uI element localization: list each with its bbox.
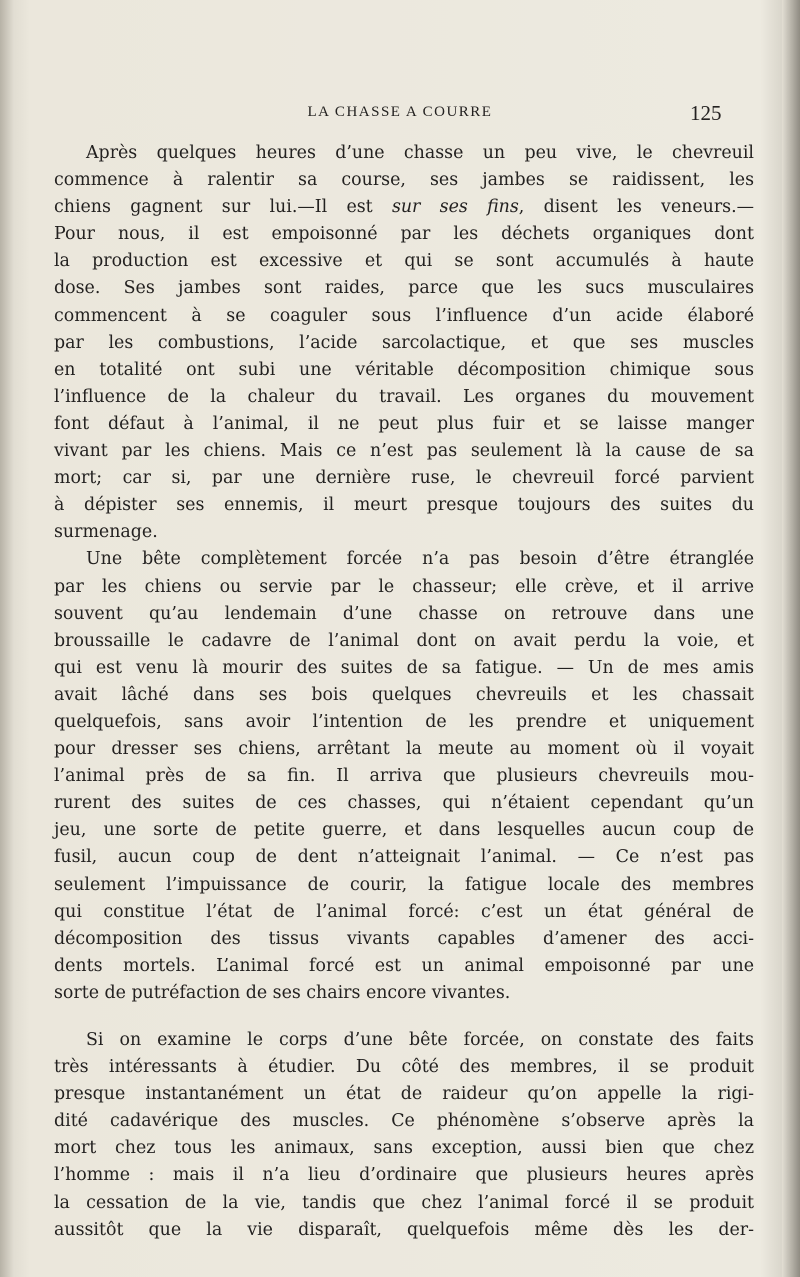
page-left-shadow — [0, 0, 14, 1277]
text-line: l’influence de la chaleur du travail. Les organes du mouvement — [54, 386, 754, 407]
text-line: Pour nous, il est empoisonné par les déchets organiques dont — [54, 224, 754, 245]
text-line: jeu, une sorte de petite guerre, et dans lesquelles aucun coup de — [54, 820, 754, 841]
paragraph-2 — [54, 546, 754, 1007]
paragraph-1 — [54, 140, 754, 546]
text-line: mort chez tous les animaux, sans exception, aussi bien que chez — [54, 1138, 754, 1159]
text-line: par les combustions, l’acide sarcolactique, et que ses muscles — [54, 332, 754, 353]
text-line: la production est excessive et qui se sont accumulés à haute — [54, 251, 754, 272]
text-line: mort; car si, par une dernière ruse, le chevreuil forcé parvient — [54, 468, 754, 489]
text-line — [54, 194, 754, 221]
text-line: dose. Ses jambes sont raides, parce que les sucs musculaires — [54, 278, 754, 299]
text-line: pour dresser ses chiens, arrêtant la meute au moment où il voyait — [54, 739, 754, 760]
text-line: dents mortels. L’animal forcé est un animal empoisonné par une — [54, 955, 754, 976]
text-line: surmenage. — [54, 522, 158, 543]
text-run: , disent les veneurs.— — [518, 197, 754, 218]
text-line: fusil, aucun coup de dent n’atteignait l’animal. — Ce n’est pas — [54, 847, 754, 868]
text-line: qui est venu là mourir des suites de sa fatigue. — Un de mes amis — [54, 657, 754, 678]
text-line: par les chiens ou servie par le chasseur; elle crève, et il arrive — [54, 576, 754, 597]
page-header — [0, 101, 800, 130]
text-line: Si on examine le corps d’une bête forcée, on constate des faits — [86, 1030, 754, 1050]
text-line: commence à ralentir sa course, ses jambes se raidissent, les — [54, 170, 754, 191]
text-line: presque instantanément un état de raideur qu’on appelle la rigi- — [54, 1084, 754, 1105]
text-line: seulement l’impuissance de courir, la fatigue locale des membres — [54, 874, 754, 895]
text-line: sorte de putréfaction de ses chairs encore vivantes. — [54, 982, 511, 1003]
text-line: broussaille le cadavre de l’animal dont on avait perdu la voie, et — [54, 630, 754, 651]
text-line: rurent des suites de ces chasses, qui n’étaient cependant qu’un — [54, 793, 754, 814]
text-line: décomposition des tissus vivants capables d’amener des acci- — [54, 928, 754, 949]
text-line: aussitôt que la vie disparaît, quelquefois même dès les der- — [54, 1219, 754, 1240]
text-line: font défaut à l’animal, il ne peut plus fuir et se laisse manger — [54, 413, 754, 434]
text-line: l’animal près de sa fin. Il arriva que plusieurs chevreuils mou- — [54, 766, 754, 787]
text-line: commencent à se coaguler sous l’influence d’un acide élaboré — [54, 305, 754, 326]
body-text — [54, 140, 754, 1244]
text-line: Après quelques heures d’une chasse un peu vive, le chevreuil — [86, 143, 754, 163]
text-line: quelquefois, sans avoir l’intention de les prendre et uniquement — [54, 711, 754, 732]
page-right-shadow — [782, 0, 800, 1277]
text-line: l’homme : mais il n’a lieu d’ordinaire que plusieurs heures après — [54, 1165, 754, 1186]
text-line: avait lâché dans ses bois quelques chevreuils et les chassait — [54, 684, 754, 705]
running-title: LA CHASSE A COURRE — [307, 104, 493, 120]
text-line: qui constitue l’état de l’animal forcé: c’est un état général de — [54, 901, 754, 922]
italic-phrase: sur ses fins — [391, 197, 519, 218]
text-line: Une bête complètement forcée n’a pas besoin d’être étranglée — [86, 549, 754, 570]
text-line: à dépister ses ennemis, il meurt presque toujours des suites du — [54, 495, 754, 516]
text-line: très intéressants à étudier. Du côté des membres, il se produit — [54, 1057, 754, 1078]
text-line: dité cadavérique des muscles. Ce phénomène s’observe après la — [54, 1111, 754, 1132]
text-line: en totalité ont subi une véritable décomposition chimique sous — [54, 359, 754, 380]
text-line: la cessation de la vie, tandis que chez l’animal forcé il se produit — [54, 1192, 754, 1213]
text-line: souvent qu’au lendemain d’une chasse on retrouve dans une — [54, 603, 754, 624]
paragraph-3 — [54, 1027, 754, 1244]
page-number: 125 — [690, 101, 722, 125]
text-run: chiens gagnent sur lui.—Il est — [54, 197, 373, 218]
text-line: vivant par les chiens. Mais ce n’est pas seulement là la cause de sa — [54, 441, 754, 462]
